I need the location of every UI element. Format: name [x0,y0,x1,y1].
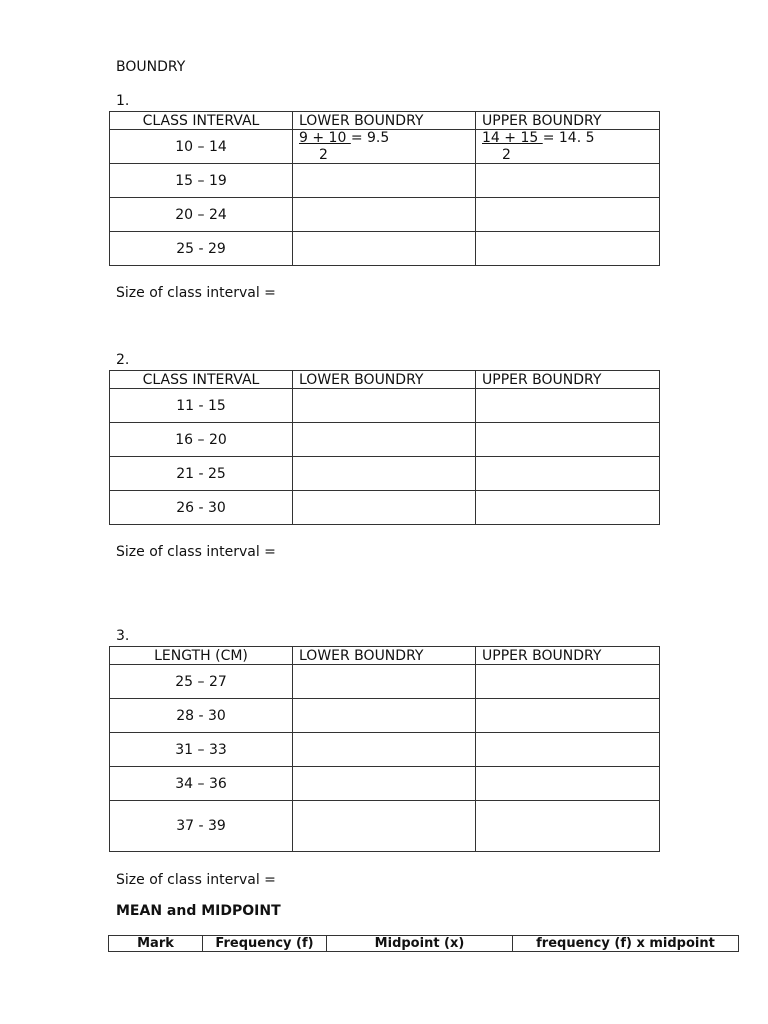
upper-boundary-cell[interactable] [476,423,660,457]
column-header: frequency (f) x midpoint [513,936,739,952]
column-header: UPPER BOUNDRY [476,112,660,130]
section-1-number: 1. [116,93,130,109]
length-cell: 37 - 39 [110,801,293,852]
column-header: CLASS INTERVAL [110,371,293,389]
class-interval-cell: 11 - 15 [110,389,293,423]
length-cell: 25 – 27 [110,665,293,699]
fraction-result: = 14. 5 [542,130,595,146]
size-of-class-interval-label: Size of class interval = [116,285,276,301]
upper-boundary-cell[interactable] [476,232,660,266]
class-interval-cell: 26 - 30 [110,491,293,525]
upper-boundary-cell[interactable] [476,491,660,525]
size-of-class-interval-label: Size of class interval = [116,544,276,560]
column-header: Frequency (f) [203,936,327,952]
upper-boundary-cell[interactable] [476,164,660,198]
length-cell: 31 – 33 [110,733,293,767]
lower-boundary-cell[interactable] [293,767,476,801]
column-header: LOWER BOUNDRY [293,371,476,389]
lower-boundary-example [293,130,476,164]
lower-boundary-cell[interactable] [293,164,476,198]
column-header: LENGTH (CM) [110,647,293,665]
mean-midpoint-title: MEAN and MIDPOINT [116,903,281,919]
lower-boundary-cell[interactable] [293,665,476,699]
upper-boundary-cell[interactable] [476,665,660,699]
size-of-class-interval-label: Size of class interval = [116,872,276,888]
column-header: CLASS INTERVAL [110,112,293,130]
class-interval-cell: 21 - 25 [110,457,293,491]
fraction-denominator: 2 [502,147,511,163]
mean-midpoint-table [108,935,739,952]
lower-boundary-cell[interactable] [293,699,476,733]
class-interval-cell: 16 – 20 [110,423,293,457]
section-3-number: 3. [116,628,130,644]
lower-boundary-cell[interactable] [293,801,476,852]
page-title: BOUNDRY [116,59,186,75]
column-header: Mark [109,936,203,952]
section-2-number: 2. [116,352,130,368]
class-interval-cell: 10 – 14 [110,130,293,164]
upper-boundary-cell[interactable] [476,457,660,491]
fraction-denominator: 2 [319,147,328,163]
fraction-result: = 9.5 [350,130,390,146]
lower-boundary-cell[interactable] [293,733,476,767]
column-header: UPPER BOUNDRY [476,371,660,389]
column-header: Midpoint (x) [327,936,513,952]
lower-boundary-cell[interactable] [293,389,476,423]
fraction-numerator: 9 + 10 [299,130,351,146]
class-interval-cell: 20 – 24 [110,198,293,232]
lower-boundary-cell[interactable] [293,232,476,266]
class-interval-cell: 15 – 19 [110,164,293,198]
column-header: UPPER BOUNDRY [476,647,660,665]
boundary-table-1 [109,111,660,266]
lower-boundary-cell[interactable] [293,423,476,457]
boundary-table-2 [109,370,660,525]
lower-boundary-cell[interactable] [293,457,476,491]
upper-boundary-cell[interactable] [476,389,660,423]
lower-boundary-cell[interactable] [293,491,476,525]
column-header: LOWER BOUNDRY [293,647,476,665]
upper-boundary-cell[interactable] [476,198,660,232]
class-interval-cell: 25 - 29 [110,232,293,266]
upper-boundary-cell[interactable] [476,733,660,767]
length-cell: 28 - 30 [110,699,293,733]
upper-boundary-cell[interactable] [476,767,660,801]
length-cell: 34 – 36 [110,767,293,801]
fraction-numerator: 14 + 15 [482,130,543,146]
upper-boundary-cell[interactable] [476,801,660,852]
lower-boundary-cell[interactable] [293,198,476,232]
upper-boundary-example [476,130,660,164]
boundary-table-3 [109,646,660,852]
upper-boundary-cell[interactable] [476,699,660,733]
column-header: LOWER BOUNDRY [293,112,476,130]
